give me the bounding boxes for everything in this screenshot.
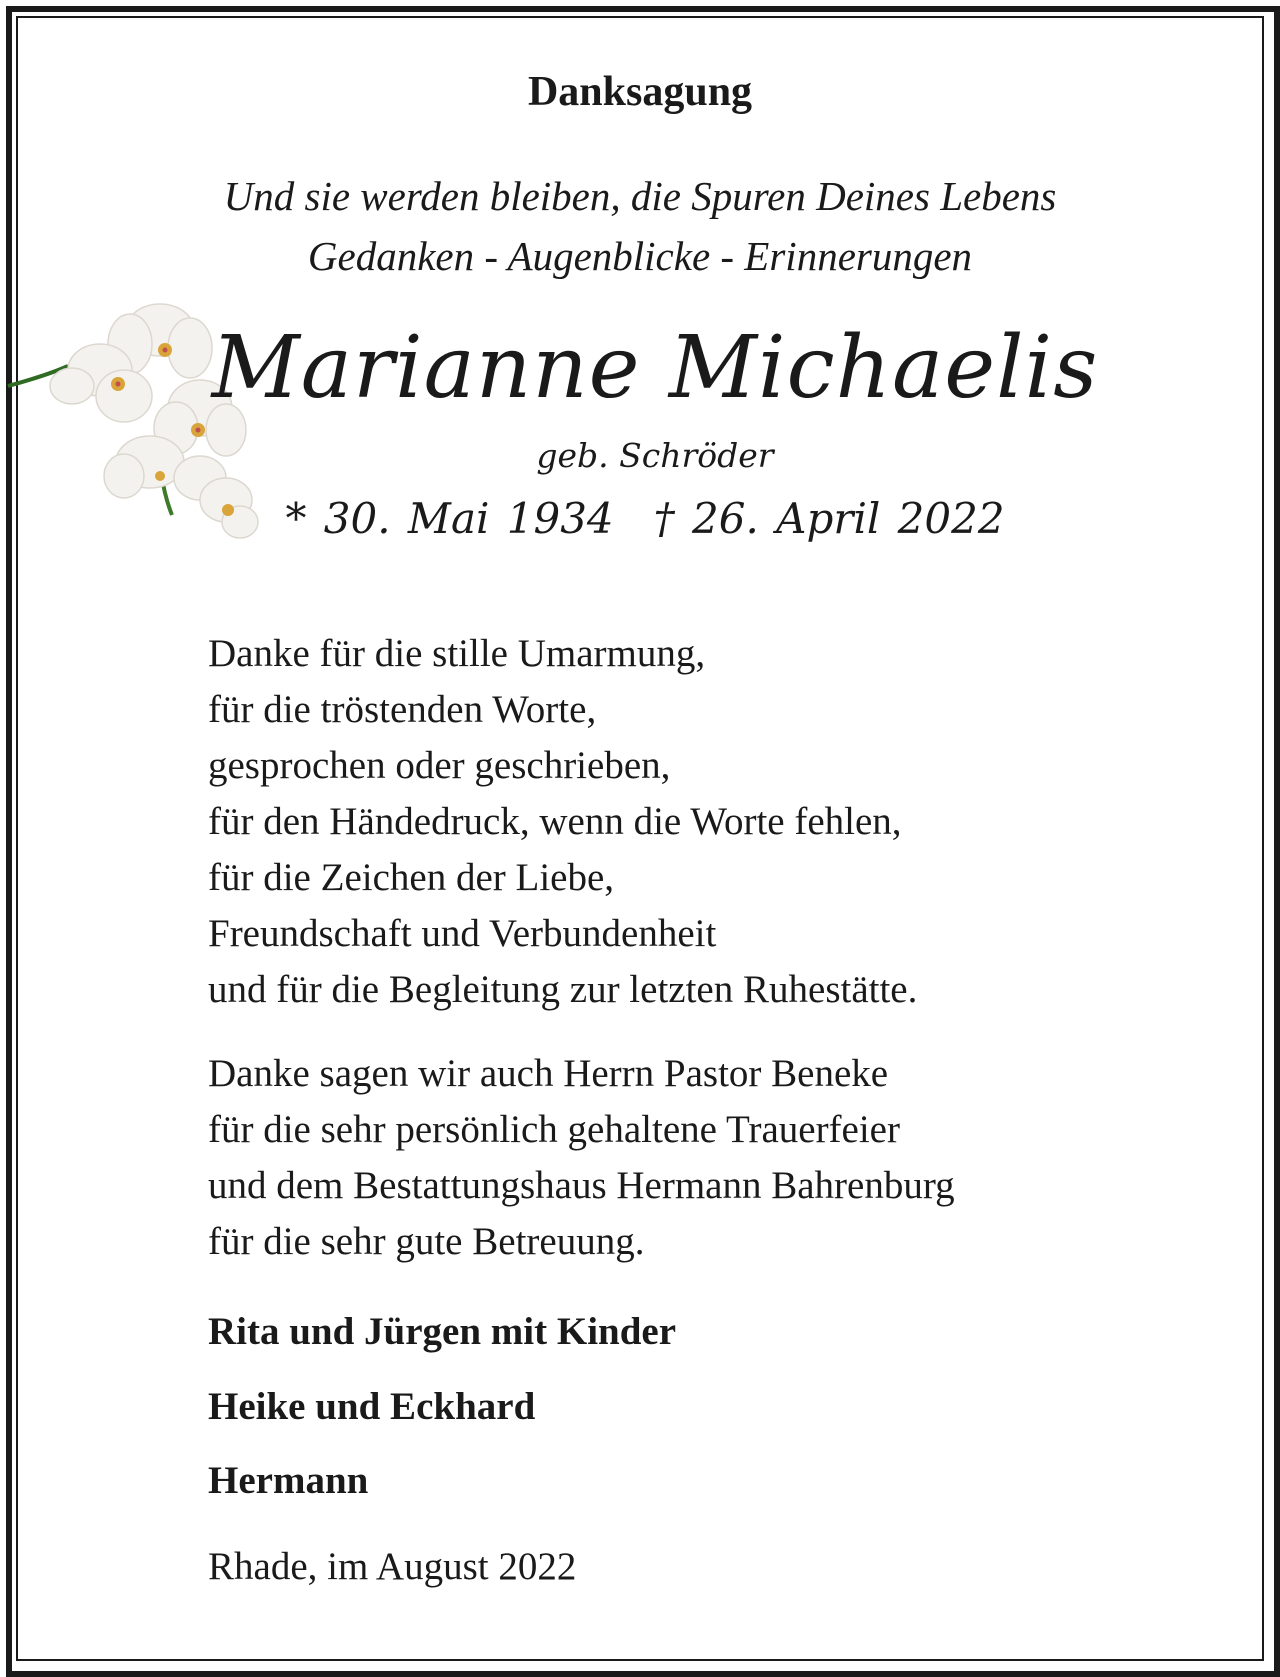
- text-line: gesprochen oder geschrieben,: [208, 744, 671, 787]
- text-line: und dem Bestattungshaus Hermann Bahrenburg: [208, 1164, 955, 1207]
- signature-1: Rita und Jürgen mit Kinder: [208, 1310, 677, 1353]
- signature-2: Heike und Eckhard: [208, 1385, 536, 1428]
- signature-3: Hermann: [208, 1459, 369, 1502]
- text-line: für die tröstenden Worte,: [208, 688, 597, 731]
- text-line: für den Händedruck, wenn die Worte fehlen,: [208, 800, 902, 843]
- text-line: und für die Begleitung zur letzten Ruhestätte.: [208, 968, 918, 1011]
- text-line: für die sehr gute Betreuung.: [208, 1220, 645, 1263]
- text-line: Freundschaft und Verbundenheit: [208, 912, 717, 955]
- text-line: für die Zeichen der Liebe,: [208, 856, 615, 899]
- deceased-name: Marianne Michaelis: [211, 318, 1099, 418]
- birth-date: * 30. Mai 1934: [285, 494, 614, 543]
- thanks-paragraph-1: [208, 626, 1208, 1018]
- place-and-date: Rhade, im August 2022: [208, 1545, 577, 1588]
- thanks-paragraph-2: [208, 1046, 1208, 1270]
- text-line: Danke für die stille Umarmung,: [208, 632, 706, 675]
- text-line: für die sehr persönlich gehaltene Trauerfeier: [208, 1108, 900, 1151]
- text-line: Danke sagen wir auch Herrn Pastor Beneke: [208, 1052, 889, 1095]
- page-title: Danksagung: [527, 69, 753, 115]
- motto-line-2: Gedanken - Augenblicke - Erinnerungen: [307, 233, 973, 279]
- death-date: † 26. April 2022: [653, 494, 1005, 543]
- motto-line-1: Und sie werden bleiben, die Spuren Deines Lebens: [223, 173, 1057, 219]
- maiden-name: geb. Schröder: [536, 436, 774, 475]
- life-dates: [0, 494, 1280, 543]
- motto: [0, 166, 1280, 286]
